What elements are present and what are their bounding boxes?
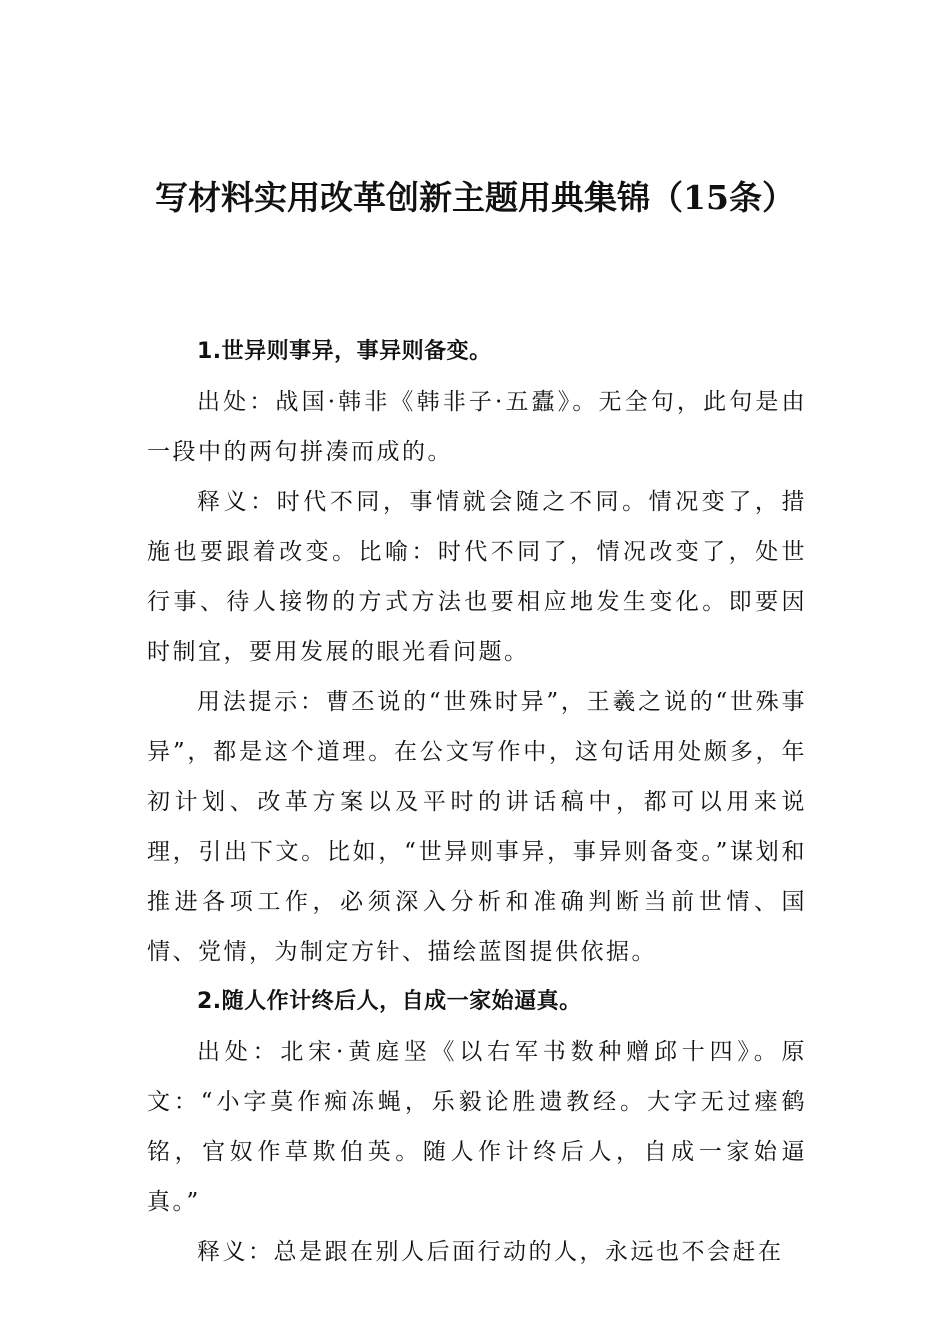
section-1-meaning: 释义：时代不同，事情就会随之不同。情况变了，措施也要跟着改变。比喻：时代不同了，情况改变了，处世行事、待人接物的方式方法也要相应地发生变化。即要因时制宜，要用发展的眼光看问题。 — [147, 489, 807, 665]
section-1-usage: 用法提示：曹丕说的“世殊时异”，王羲之说的“世殊事异”，都是这个道理。在公文写作中，这句话用处颇多，年初计划、改革方案以及平时的讲话稿中，都可以用来说理，引出下文。比如，“世异则事异，事异则备变。”谋划和推进各项工作，必须深入分析和准确判断当前世情、国情、党情，为制定方针、描绘蓝图提供依据。 — [147, 689, 807, 965]
section-2-heading: 2.随人作计终后人，自成一家始逼真。 — [197, 989, 582, 1014]
document-title: 写材料实用改革创新主题用典集锦（15条） — [155, 178, 795, 217]
document-body — [147, 327, 807, 1277]
section-1-heading: 1.世异则事异，事异则备变。 — [197, 339, 492, 364]
section-2-meaning: 释义：总是跟在别人后面行动的人，永远也不会赶在 — [197, 1239, 784, 1265]
section-2-source: 出处：北宋·黄庭坚《以右军书数种赠邱十四》。原文：“小字莫作痴冻蝇，乐毅论胜遗教经。大字无过瘗鹤铭，官奴作草欺伯英。随人作计终后人，自成一家始逼真。” — [147, 1039, 807, 1215]
section-1-source: 出处：战国·韩非《韩非子·五蠹》。无全句，此句是由一段中的两句拼凑而成的。 — [147, 389, 807, 465]
